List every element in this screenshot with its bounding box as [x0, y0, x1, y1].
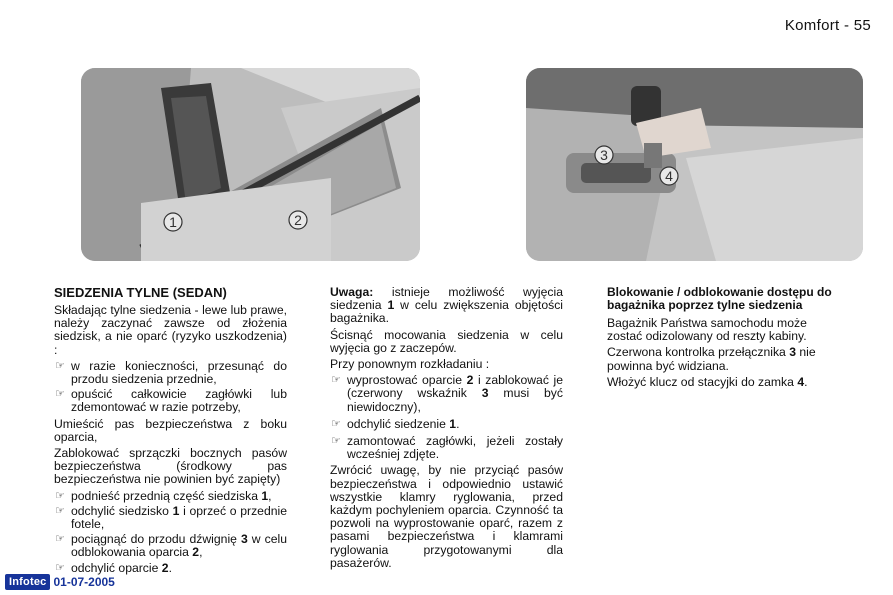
pointing-hand-icon: ☞	[55, 489, 65, 502]
subsection-heading: Blokowanie / odblokowanie dostępu do bagażnika poprzez tylne siedzenia	[607, 285, 832, 312]
section-heading: SIEDZENIA TYLNE (SEDAN)	[54, 285, 227, 300]
pointing-hand-icon: ☞	[55, 533, 65, 546]
column-middle	[330, 286, 563, 573]
bullet-list-2	[54, 490, 287, 575]
pointing-hand-icon: ☞	[331, 417, 341, 430]
page-title: Komfort - 55	[784, 17, 871, 34]
list-item: ☞ odchylić siedzisko 1 i oprzeć o przednie fotele,	[55, 503, 287, 532]
trunk-lock-illustration	[526, 68, 863, 261]
pointing-hand-icon: ☞	[331, 435, 341, 448]
column-left	[54, 286, 287, 578]
list-item: ☞ w razie konieczności, przesunąć do przodu siedzenia przednie,	[55, 358, 287, 387]
pointing-hand-icon: ☞	[55, 388, 65, 401]
paragraph: Zwrócić uwagę, by nie przyciąć pasów bezpieczeństwa i odpowiednio ustawić wszystkie klamry ryglowania, przed każdym pochyleniem oparcia. Czynność ta pozwoli na wyprostowanie oparć, razem z pasami bezpieczeństwa i klamrami ryglowania przygotowanymi dla pasażerów.	[330, 463, 563, 570]
list-item: ☞ pociągnąć do przodu dźwignię 3 w celu odblokowania oparcia 2,	[55, 532, 287, 560]
paragraph: Zablokować sprzączki bocznych pasów bezpieczeństwa (środkowy pas bezpieczeństwa nie powinien być zapięty)	[54, 446, 287, 487]
paragraph: Czerwona kontrolka przełącznika 3 nie powinna być widziana.	[607, 345, 816, 373]
column-right	[607, 286, 840, 392]
list-item: ☞ odchylić siedzenie 1.	[331, 416, 460, 431]
callout-2: 2	[294, 212, 302, 228]
pointing-hand-icon: ☞	[55, 359, 65, 372]
intro-text: Składając tylne siedzenia - lewe lub prawe, należy zaczynać zawsze od złożenia siedzisk, a nie oparć (ryzyko uszkodzenia) :	[54, 303, 287, 357]
callout-3: 3	[600, 147, 608, 163]
list-item: ☞ podnieść przednią część siedziska 1,	[55, 488, 272, 503]
note-paragraph: Uwaga: istnieje możliwość wyjęcia siedzenia 1 w celu zwiększenia objętości bagażnika.	[330, 285, 563, 326]
rear-seat-illustration	[81, 68, 420, 261]
bullet-list-1	[54, 360, 287, 415]
list-item: ☞ zamontować zagłówki, jeżeli zostały wcześniej zdjęte.	[331, 434, 563, 462]
paragraph: Włożyć klucz od stacyjki do zamka 4.	[607, 374, 808, 389]
callout-4: 4	[665, 168, 673, 184]
rear-seat-photo	[81, 68, 420, 261]
pointing-hand-icon: ☞	[331, 374, 341, 387]
bullet-list-3	[330, 374, 563, 461]
pointing-hand-icon: ☞	[55, 504, 65, 517]
paragraph: Umieścić pas bezpieczeństwa z boku oparcia,	[54, 416, 287, 444]
paragraph: Bagażnik Państwa samochodu może zostać odizolowany od reszty kabiny.	[607, 316, 807, 344]
footer-date: 01-07-2005	[53, 575, 115, 589]
pointing-hand-icon: ☞	[55, 561, 65, 574]
list-item: ☞ odchylić oparcie 2.	[55, 560, 172, 575]
list-item: ☞ opuścić całkowicie zagłówki lub zdemontować w razie potrzeby,	[55, 387, 287, 415]
footer	[5, 574, 115, 590]
list-item: ☞ wyprostować oparcie 2 i zablokować je (czerwony wskaźnik 3 musi być niewidoczny),	[331, 373, 563, 414]
callout-1: 1	[169, 214, 177, 230]
trunk-lock-photo	[526, 68, 863, 261]
paragraph: Przy ponownym rozkładaniu :	[330, 357, 490, 372]
infotec-logo: Infotec	[5, 574, 50, 590]
paragraph: Ścisnąć mocowania siedzenia w celu wyjęcia go z zaczepów.	[330, 327, 563, 355]
